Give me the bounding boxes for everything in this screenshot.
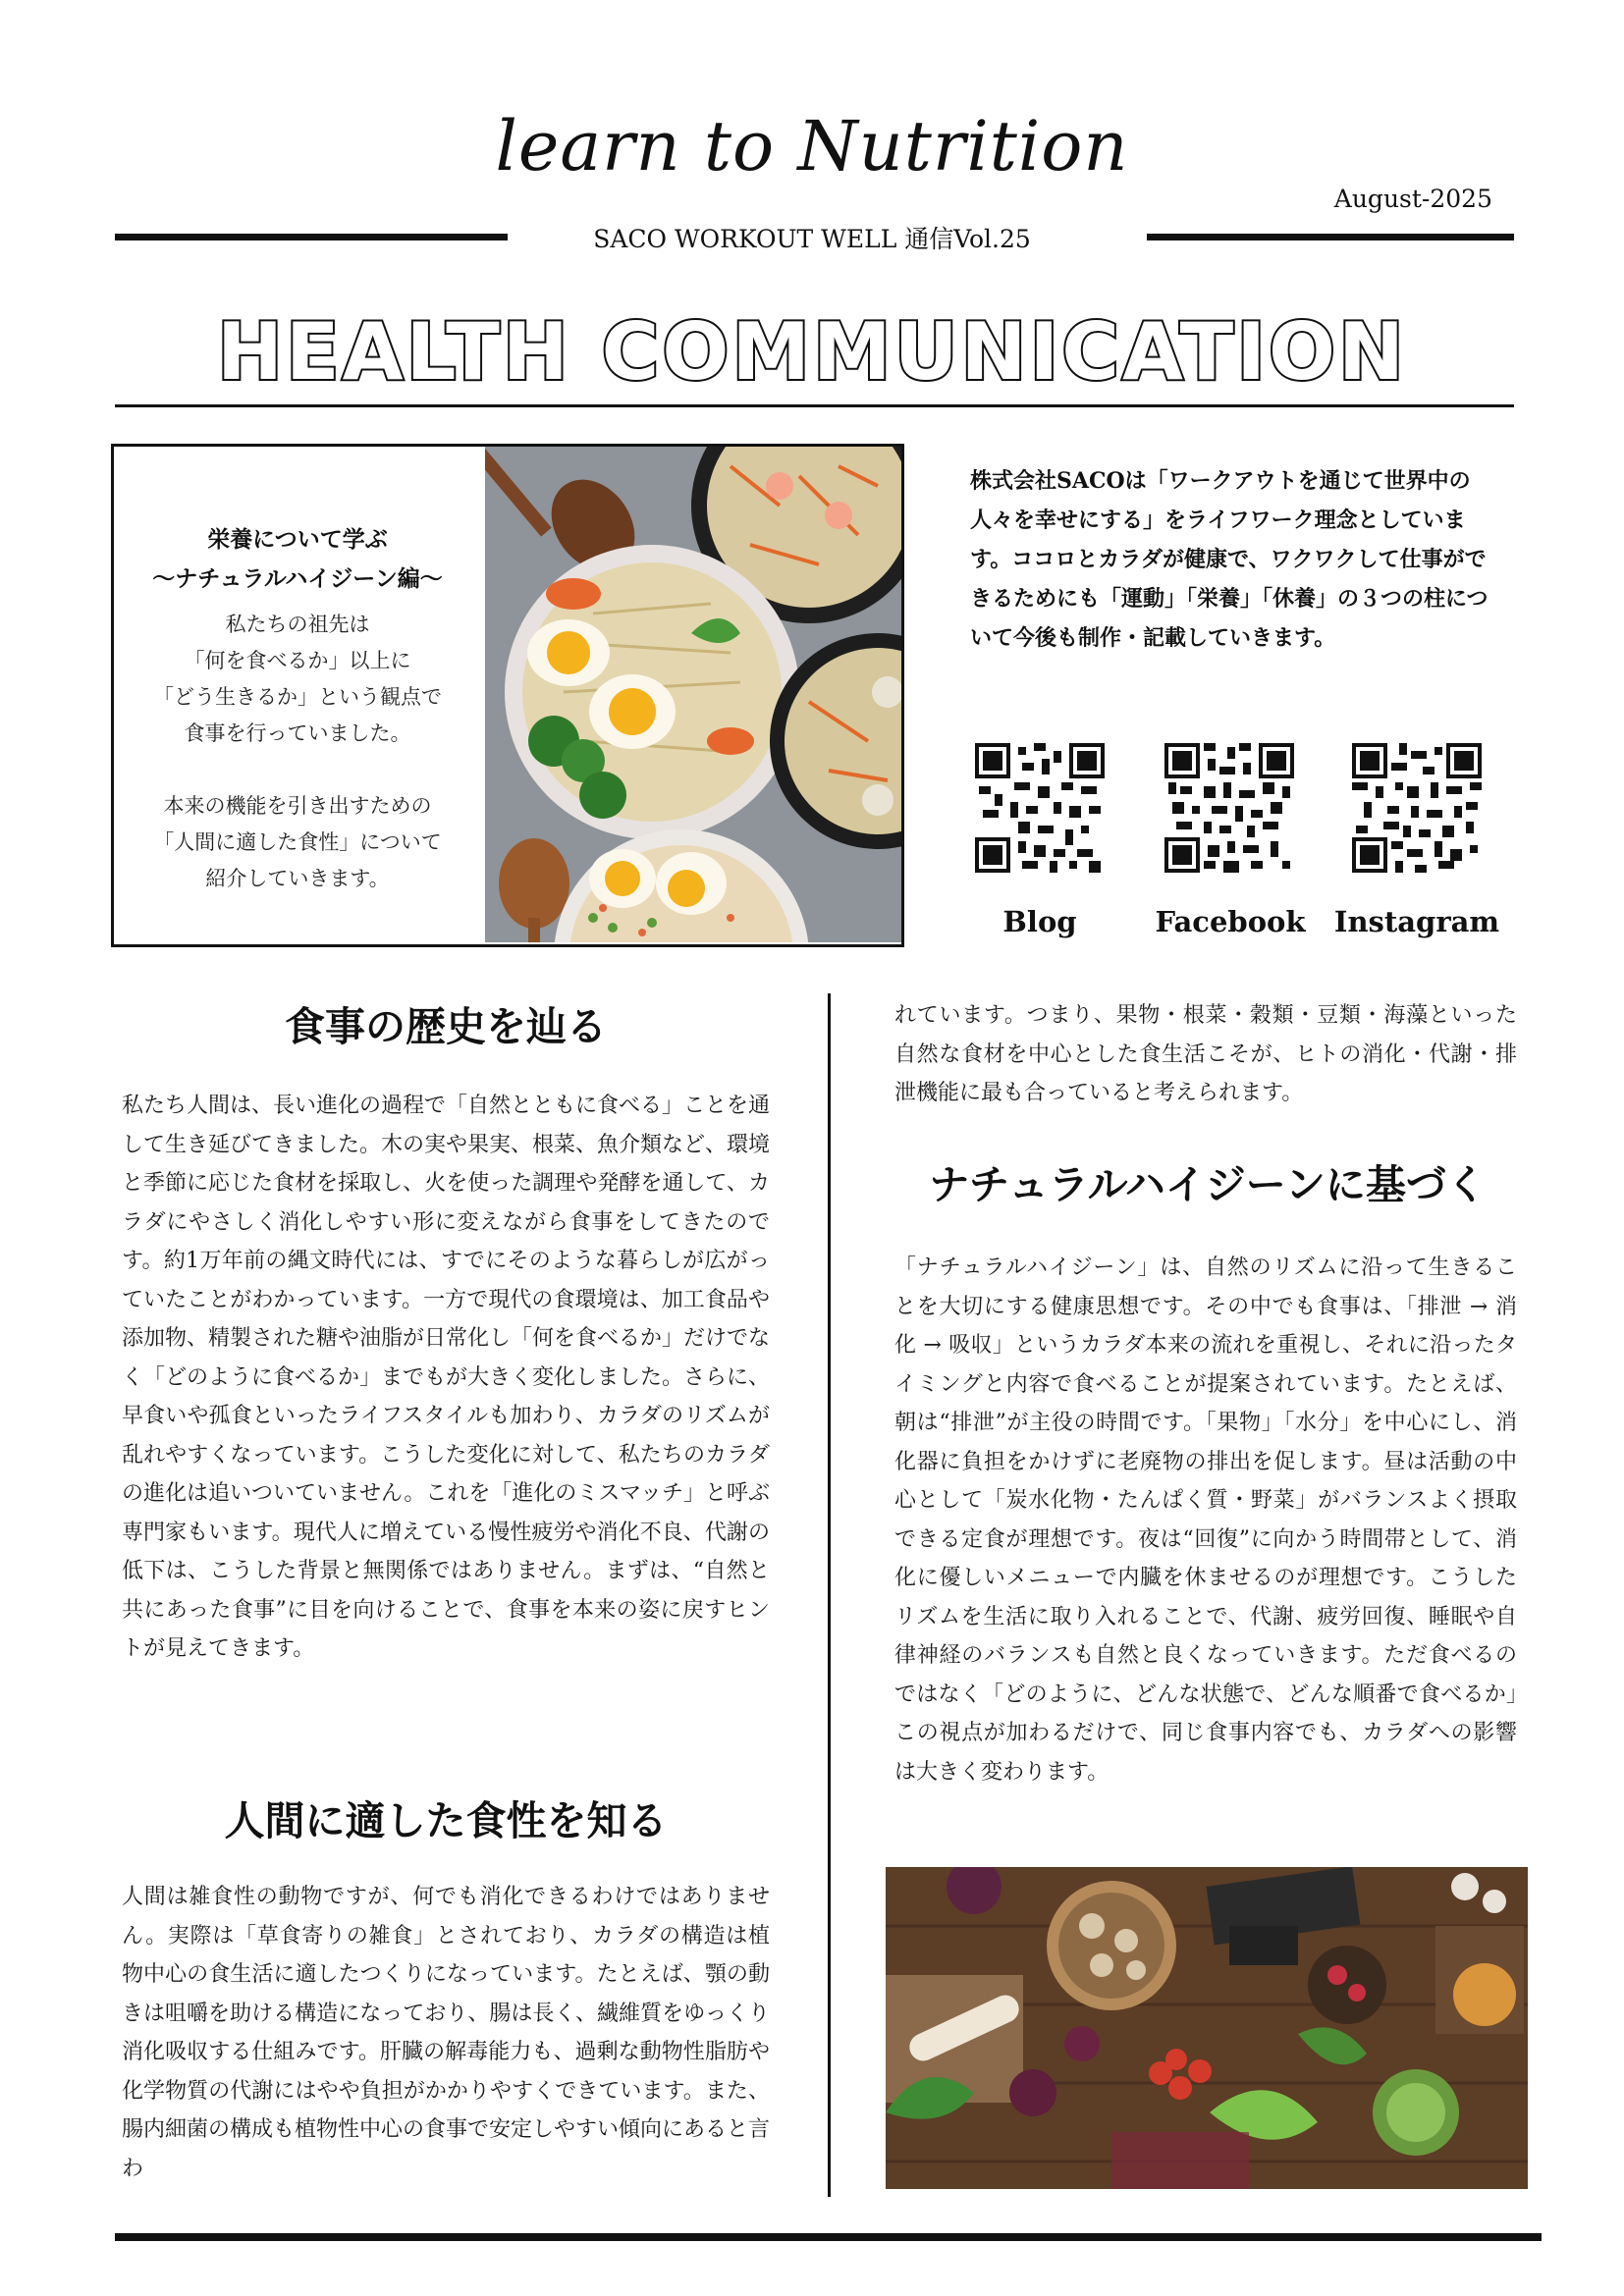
newsletter-script-title: learn to Nutrition (495, 106, 1129, 187)
qr-label-blog[interactable]: Blog (1002, 905, 1077, 938)
qr-label-facebook[interactable]: Facebook (1155, 905, 1306, 938)
section-body-diet: 人間は雑食性の動物ですが、何でも消化できるわけではありません。実際は「草食寄りの雑食」とされており、カラダの構造は植物中心の食生活に適したつくりになっています。たとえば、顎の動きは咀嚼を助ける構造になっており、腸は長く、繊維質をゆっくり消化吸収する仕組みです。肝臓の解毒能力も、過剰な動物性脂肪や化学物質の代謝にはやや負担がかかりやすくできています。また、腸内細菌の構成も植物性中心の食事で安定しやすい傾向にあると言わ (122, 1885, 771, 2181)
header-left-bar (115, 234, 508, 240)
company-statement: 株式会社SACOは「ワークアウトを通じて世界中の人々を幸せにする」をライフワーク理念としています。ココロとカラダが健康で、ワクワクして仕事ができるためにも「運動」「栄養」「休養」の３つの柱について今後も制作・記載していきます。 (970, 468, 1489, 651)
instagram-qr-code-icon[interactable] (1352, 743, 1482, 873)
intro-line: 「人間に適した食性」について (153, 830, 442, 854)
intro-line: 食事を行っていました。 (184, 721, 411, 745)
intro-line: 「何を食べるか」以上に (184, 649, 411, 672)
intro-line: 本来の機能を引き出すための (163, 794, 432, 818)
section-title-hygiene: ナチュラルハイジーンに基づく (929, 1161, 1487, 1208)
intro-spacer (116, 752, 479, 788)
intro-heading-line: 栄養について学ぶ (207, 526, 388, 553)
section-body-hygiene: 「ナチュラルハイジーン」は、自然のリズムに沿って生きることを大切にする健康思想です。その中でも食事は、「排泄 → 消化 → 吸収」というカラダ本来の流れを重視し、それに沿ったタイミングと内容で食べることが提案されています。たとえば、朝は“排泄”が主役の時間です。「果物」「水分」を中心にし、消化器に負担をかけずに老廃物の排出を促します。昼は活動の中心として「炭水化物・たんぱく質・野菜」がバランスよく摂取できる定食が理想です。夜は“回復”に向かう時間帯として、消化に優しいメニューで内臓を休ませるのが理想です。こうしたリズムを生活に取り入れることで、代謝、疲労回復、睡眠や自律神経のバランスも自然と良くなっていきます。ただ食べるのではなく「どのように、どんな状態で、どんな順番で食べるか」この視点が加わるだけで、同じ食事内容でも、カラダへの影響は大きく変わります。 (894, 1255, 1517, 1785)
intro-heading (116, 520, 479, 599)
intro-line: 私たちの祖先は (225, 613, 370, 636)
section-body-continued: れています。つまり、果物・根菜・穀類・豆類・海藻といった自然な食材を中心とした食生活こそが、ヒトの消化・代謝・排泄機能に最も合っていると考えられます。 (894, 1003, 1517, 1105)
blog-qr-code-icon[interactable] (975, 743, 1105, 873)
section-body-history: 私たち人間は、長い進化の過程で「自然とともに食べる」ことを通して生き延びてきました。木の実や果実、根菜、魚介類など、環境と季節に応じた食材を採取し、火を使った調理や発酵を通して、カラダにやさしく消化しやすい形に変えながら食事をしてきたのです。約1万年前の縄文時代には、すでにそのような暮らしが広がっていたことがわかっています。一方で現代の食環境は、加工食品や添加物、精製された糖や油脂が日常化し「何を食べるか」だけでなく「どのように食べるか」までもが大きく変化しました。さらに、早食いや孤食といったライフスタイルも加わり、カラダのリズムが乱れやすくなっています。こうした変化に対して、私たちのカラダの進化は追いついていません。これを「進化のミスマッチ」と呼ぶ専門家もいます。現代人に増えている慢性疲労や消化不良、代謝の低下は、こうした背景と無関係ではありません。まずは、“自然と共にあった食事”に目を向けることで、食事を本来の姿に戻すヒントが見えてきます。 (122, 1094, 771, 1661)
issue-subtitle: SACO WORKOUT WELL 通信Vol.25 (593, 225, 1031, 253)
intro-line: 紹介していきます。 (205, 867, 390, 890)
section-title-history: 食事の歴史を辿る (285, 1003, 607, 1050)
qr-label-instagram[interactable]: Instagram (1333, 905, 1500, 938)
intro-line: 「どう生きるか」という観点で (153, 685, 442, 709)
vegetables-table-photo (886, 1867, 1528, 2189)
issue-date: August-2025 (1333, 185, 1492, 213)
column-divider (828, 993, 831, 2197)
headline: HEALTH COMMUNICATION (217, 306, 1407, 398)
intro-heading-line: 〜ナチュラルハイジーン編〜 (152, 565, 443, 592)
section-title-diet: 人間に適した食性を知る (224, 1797, 668, 1844)
footer-bar (115, 2233, 1542, 2241)
headline-rule (115, 404, 1514, 407)
facebook-qr-code-icon[interactable] (1164, 743, 1294, 873)
noodle-bowls-photo (485, 447, 901, 942)
header-right-bar (1147, 234, 1514, 240)
intro-text (116, 520, 479, 897)
